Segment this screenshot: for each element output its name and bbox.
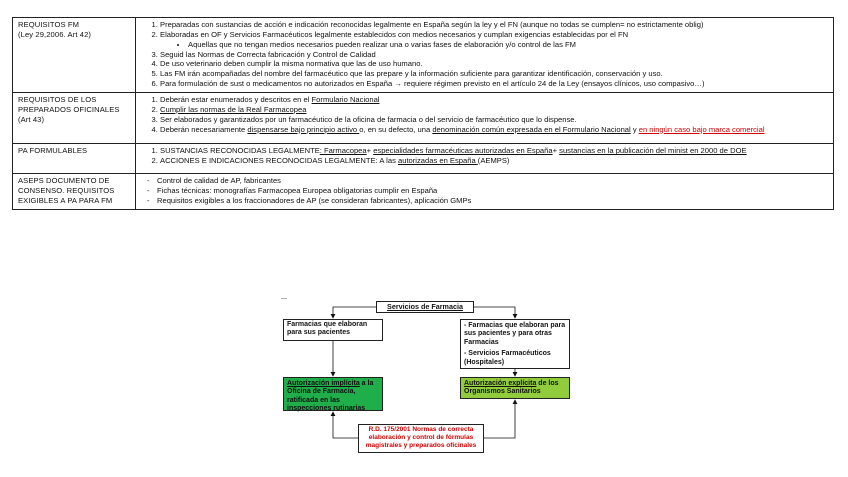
list-item: [160, 146, 828, 156]
list-item: [160, 125, 828, 135]
underlined-text: denominación común expresada en el Formulario Nacional: [432, 124, 631, 134]
text: +: [366, 146, 374, 156]
label-line: PA FORMULABLES: [18, 146, 88, 156]
list-item: 4. De uso veterinario deben cumplir la misma normativa que las de uso humano.: [160, 59, 828, 69]
text: (AEMPS): [477, 156, 510, 166]
row-label-aseps: [13, 174, 136, 210]
list-item: - Fichas técnicas: monografías Farmacopea Europea obligatorias cumplir en España: [147, 186, 828, 196]
list-item: 1. Preparadas con sustancias de acción e indicación reconocidas legalmente en España según la ley y el FN (aunque no todas se cumplen= no estrictamente oblig): [160, 20, 828, 30]
table-row: [13, 174, 834, 210]
rd-175-2001-box: R.D. 175/2001 Normas de correcta elaboración y control de fórmulas magistrales y preparados oficinales: [358, 424, 484, 453]
row-content-aseps: [136, 174, 834, 210]
row-content-requisitos-fm: [136, 18, 834, 93]
tick-mark: —: [281, 296, 287, 302]
table-row: [13, 18, 834, 93]
list-item-text: Elaboradas en OF y Servicios Farmacéuticos legalmente establecidos con medios necesarios y cumplan exigencias establecidas por el FN: [160, 29, 629, 39]
label-line: CONSENSO. REQUISITOS: [18, 186, 115, 196]
label-line: REQUISITOS FM: [18, 20, 80, 29]
table-row: [13, 144, 834, 174]
farmacias-otras-box: [460, 319, 570, 369]
list-item: [160, 105, 828, 115]
list-item: [160, 156, 828, 166]
autorizacion-implicita-box: [283, 377, 383, 411]
underlined-text: Autorización explícita: [464, 380, 537, 387]
text: +: [552, 146, 560, 156]
row-content-preparados-oficinales: [136, 93, 834, 144]
underlined-text: : Farmacopea: [319, 146, 367, 156]
underlined-text: dispensarse bajo principio activo: [247, 124, 360, 134]
numbered-list: [141, 146, 828, 166]
list-item: 3. Ser elaborados y garantizados por un farmacéutico de la oficina de farmacia o del servicio de farmacéutico que lo dispense.: [160, 115, 828, 125]
box-line: - Servicios Farmacéuticos (Hospitales): [464, 350, 551, 366]
underlined-text: Autorización implícita: [287, 380, 360, 387]
text: y: [630, 124, 639, 134]
list-item: [160, 95, 828, 105]
row-label-requisitos-fm: [13, 18, 136, 93]
underlined-text: Cumplir las normas de la Real Farmacopea: [160, 104, 307, 114]
list-item: - Control de calidad de AP, fabricantes: [147, 176, 828, 186]
arrow-top-to-right: [474, 307, 515, 318]
list-item: [160, 30, 828, 50]
label-line: ASEPS DOCUMENTO DE: [18, 176, 110, 186]
red-underlined-text: en ningún caso bajo marca comercial: [638, 124, 765, 134]
requirements-table: [12, 17, 834, 210]
underlined-text: especialidades farmacéuticas autorizadas en España: [373, 146, 553, 156]
label-line: PREPARADOS OFICINALES: [18, 104, 120, 114]
label-line: REQUISITOS DE LOS: [18, 95, 97, 105]
table-row: [13, 93, 834, 144]
list-item: 6. Para formulación de sust o medicamentos no autorizados en España → requiere régimen previsto en el artículo 24 de la Ley (ensayos clínicos, uso compasivo…): [160, 79, 828, 89]
row-label-preparados-oficinales: [13, 93, 136, 144]
text: Deberán estar enumerados y descritos en el: [160, 95, 312, 105]
underlined-text: Formulario Nacional: [311, 95, 380, 105]
text: Deberán necesariamente: [160, 124, 248, 134]
text: a la Oficina de Farmacia, ratificada en las inspecciones rutinarias: [287, 380, 374, 413]
arrow-top-to-left: [333, 307, 376, 318]
dash-list: [141, 176, 828, 206]
row-label-pa-formulables: [13, 144, 136, 174]
box-line: - Farmacias que elaboran para sus pacientes y para otras Farmacias: [464, 322, 566, 346]
farmacias-box: Farmacias que elaboran para sus pacientes: [283, 319, 383, 341]
sub-list: [160, 40, 828, 50]
list-item: - Requisitos exigibles a los fraccionadores de AP (se consideran fabricantes), aplicación GMPs: [147, 196, 828, 206]
spacer: [141, 134, 828, 140]
arrow-red-to-green-right: [484, 400, 515, 438]
underlined-text: sustancias en la publicación del minist en 2000 de DOE: [559, 146, 747, 156]
text: o, en su defecto, una: [359, 124, 433, 134]
label-line: (Ley 29,2006. Art 42): [18, 29, 92, 39]
underlined-text: autorizadas en España: [398, 156, 478, 166]
label-line: EXIGIBLES A PA PARA FM: [18, 195, 113, 205]
label-line: (Art 43): [18, 114, 45, 124]
text: SUSTANCIAS RECONOCIDAS LEGALMENTE: [160, 146, 320, 156]
sub-list-item: • Aquellas que no tengan medios necesarios pueden realizar una o varias fases de elaboración y/o control de las FM: [188, 40, 828, 50]
servicios-farmacia-box: [376, 301, 474, 313]
numbered-list: [141, 95, 828, 134]
text: ACCIONES E INDICACIONES RECONOCIDAS LEGALMENTE: A las: [160, 156, 398, 166]
list-item: 3. Seguid las Normas de Correcta fabricación y Control de Calidad: [160, 50, 828, 60]
list-item: 5. Las FM irán acompañadas del nombre del farmacéutico que las prepare y la información suficiente para garantizar identificación, conservación y uso.: [160, 69, 828, 79]
text: de los Organismos Sanitarios: [464, 380, 559, 396]
arrow-red-to-green-left: [333, 412, 358, 438]
autorizacion-explicita-box: [460, 377, 570, 399]
row-content-pa-formulables: [136, 144, 834, 174]
numbered-list: [141, 20, 828, 89]
box-title: Servicios de Farmacia: [387, 302, 463, 311]
